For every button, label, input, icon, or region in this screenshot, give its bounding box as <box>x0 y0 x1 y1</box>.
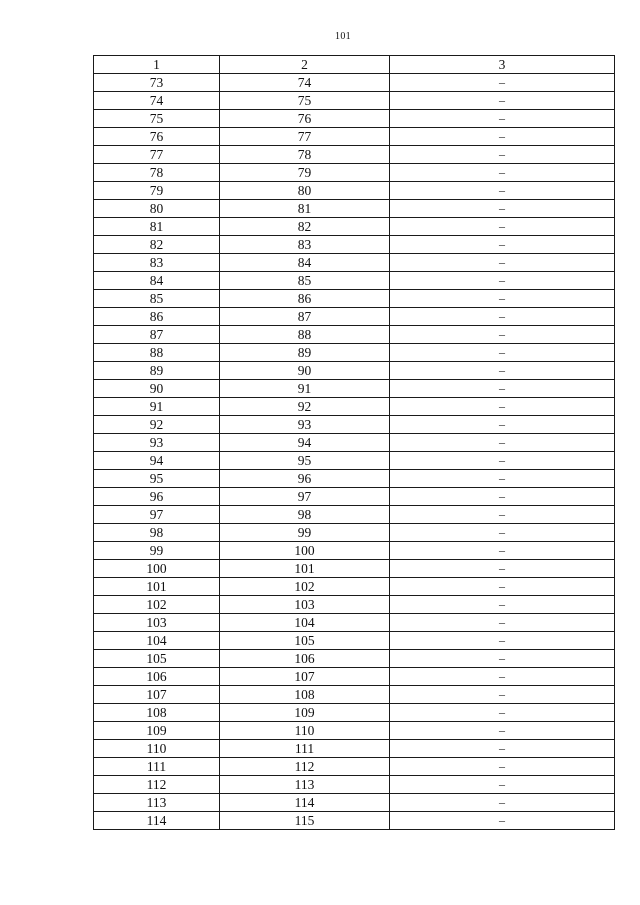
table-cell-col-3: – <box>390 470 615 488</box>
table-cell-col-1: 84 <box>94 272 220 290</box>
table-cell-col-2: 87 <box>220 308 390 326</box>
table-cell-col-1: 107 <box>94 686 220 704</box>
table-cell-col-2: 84 <box>220 254 390 272</box>
table-row <box>94 812 615 830</box>
table-row <box>94 758 615 776</box>
table-row <box>94 524 615 542</box>
table-cell-col-2: 114 <box>220 794 390 812</box>
table-cell-col-1: 101 <box>94 578 220 596</box>
table-cell-col-1: 110 <box>94 740 220 758</box>
table-cell-col-1: 104 <box>94 632 220 650</box>
table-cell-col-3: – <box>390 362 615 380</box>
table-cell-col-2: 85 <box>220 272 390 290</box>
table-cell-col-3: – <box>390 524 615 542</box>
table-cell-col-2: 95 <box>220 452 390 470</box>
table-cell-col-3: – <box>390 758 615 776</box>
table-cell-col-1: 93 <box>94 434 220 452</box>
table-cell-col-3: – <box>390 812 615 830</box>
table-cell-col-1: 114 <box>94 812 220 830</box>
table-cell-col-1: 111 <box>94 758 220 776</box>
table-cell-col-1: 92 <box>94 416 220 434</box>
table-cell-col-3: – <box>390 380 615 398</box>
table-cell-col-3: – <box>390 290 615 308</box>
table-cell-col-3: – <box>390 740 615 758</box>
table-cell-col-3: – <box>390 434 615 452</box>
table-cell-col-1: 75 <box>94 110 220 128</box>
table-cell-col-3: – <box>390 200 615 218</box>
table-cell-col-1: 79 <box>94 182 220 200</box>
table-row <box>94 380 615 398</box>
table-row <box>94 650 615 668</box>
table-cell-col-2: 80 <box>220 182 390 200</box>
table-row <box>94 470 615 488</box>
table-cell-col-2: 94 <box>220 434 390 452</box>
column-header-2: 2 <box>220 56 390 74</box>
table-row <box>94 218 615 236</box>
table-row <box>94 596 615 614</box>
table-cell-col-2: 110 <box>220 722 390 740</box>
table-cell-col-3: – <box>390 416 615 434</box>
column-header-3: 3 <box>390 56 615 74</box>
table-row <box>94 740 615 758</box>
table-cell-col-2: 99 <box>220 524 390 542</box>
table-cell-col-3: – <box>390 452 615 470</box>
table-cell-col-1: 100 <box>94 560 220 578</box>
table-cell-col-2: 74 <box>220 74 390 92</box>
table-cell-col-3: – <box>390 164 615 182</box>
table-row <box>94 704 615 722</box>
table-row <box>94 128 615 146</box>
table-cell-col-2: 97 <box>220 488 390 506</box>
table-cell-col-2: 78 <box>220 146 390 164</box>
table-cell-col-1: 95 <box>94 470 220 488</box>
table-cell-col-3: – <box>390 650 615 668</box>
table-cell-col-3: – <box>390 254 615 272</box>
table-cell-col-1: 98 <box>94 524 220 542</box>
table-row <box>94 542 615 560</box>
table-cell-col-2: 91 <box>220 380 390 398</box>
table-cell-col-2: 108 <box>220 686 390 704</box>
table-cell-col-3: – <box>390 668 615 686</box>
table-cell-col-1: 88 <box>94 344 220 362</box>
table-cell-col-1: 86 <box>94 308 220 326</box>
table-cell-col-2: 113 <box>220 776 390 794</box>
table-cell-col-3: – <box>390 110 615 128</box>
table-row <box>94 236 615 254</box>
table-cell-col-3: – <box>390 704 615 722</box>
table-cell-col-1: 96 <box>94 488 220 506</box>
table-cell-col-1: 77 <box>94 146 220 164</box>
table-cell-col-1: 78 <box>94 164 220 182</box>
table-row <box>94 776 615 794</box>
table-cell-col-1: 87 <box>94 326 220 344</box>
table-cell-col-1: 103 <box>94 614 220 632</box>
table-cell-col-1: 74 <box>94 92 220 110</box>
table-cell-col-3: – <box>390 92 615 110</box>
table-cell-col-1: 91 <box>94 398 220 416</box>
table-cell-col-1: 94 <box>94 452 220 470</box>
table-cell-col-3: – <box>390 596 615 614</box>
table-cell-col-2: 90 <box>220 362 390 380</box>
table-cell-col-3: – <box>390 578 615 596</box>
table-row <box>94 146 615 164</box>
table-cell-col-3: – <box>390 182 615 200</box>
table-row <box>94 308 615 326</box>
table-cell-col-1: 106 <box>94 668 220 686</box>
table-cell-col-2: 100 <box>220 542 390 560</box>
table-cell-col-2: 102 <box>220 578 390 596</box>
table-cell-col-2: 75 <box>220 92 390 110</box>
table-row <box>94 200 615 218</box>
table-cell-col-2: 101 <box>220 560 390 578</box>
table-cell-col-1: 112 <box>94 776 220 794</box>
table-cell-col-2: 79 <box>220 164 390 182</box>
table-row <box>94 326 615 344</box>
table-row <box>94 290 615 308</box>
table-cell-col-1: 85 <box>94 290 220 308</box>
table-row <box>94 632 615 650</box>
table-cell-col-2: 92 <box>220 398 390 416</box>
table-cell-col-3: – <box>390 794 615 812</box>
table-cell-col-3: – <box>390 560 615 578</box>
table-cell-col-1: 99 <box>94 542 220 560</box>
table-row <box>94 434 615 452</box>
table-cell-col-2: 82 <box>220 218 390 236</box>
table-row <box>94 92 615 110</box>
table-cell-col-3: – <box>390 236 615 254</box>
table-header <box>94 56 615 74</box>
table-cell-col-3: – <box>390 506 615 524</box>
table-cell-col-1: 102 <box>94 596 220 614</box>
table-cell-col-3: – <box>390 488 615 506</box>
table-cell-col-1: 105 <box>94 650 220 668</box>
table-row <box>94 182 615 200</box>
table-cell-col-1: 97 <box>94 506 220 524</box>
table-cell-col-1: 108 <box>94 704 220 722</box>
table-body <box>94 74 615 830</box>
table-cell-col-3: – <box>390 146 615 164</box>
header-row <box>94 56 615 74</box>
table-cell-col-1: 113 <box>94 794 220 812</box>
table-row <box>94 74 615 92</box>
table-row <box>94 164 615 182</box>
table-cell-col-1: 90 <box>94 380 220 398</box>
table-row <box>94 416 615 434</box>
table-cell-col-3: – <box>390 128 615 146</box>
table-cell-col-2: 111 <box>220 740 390 758</box>
table-cell-col-2: 83 <box>220 236 390 254</box>
table-cell-col-2: 77 <box>220 128 390 146</box>
table-cell-col-2: 86 <box>220 290 390 308</box>
table-cell-col-3: – <box>390 218 615 236</box>
page-number: 101 <box>335 31 351 42</box>
table-cell-col-1: 109 <box>94 722 220 740</box>
table-row <box>94 488 615 506</box>
table-cell-col-1: 76 <box>94 128 220 146</box>
table-row <box>94 398 615 416</box>
table-cell-col-2: 105 <box>220 632 390 650</box>
table-cell-col-2: 109 <box>220 704 390 722</box>
table-row <box>94 794 615 812</box>
table-cell-col-3: – <box>390 398 615 416</box>
table-cell-col-3: – <box>390 74 615 92</box>
table-cell-col-3: – <box>390 308 615 326</box>
table-cell-col-2: 103 <box>220 596 390 614</box>
table-cell-col-2: 104 <box>220 614 390 632</box>
table-cell-col-3: – <box>390 686 615 704</box>
table-cell-col-2: 93 <box>220 416 390 434</box>
table-row <box>94 110 615 128</box>
table-cell-col-3: – <box>390 326 615 344</box>
table-cell-col-3: – <box>390 542 615 560</box>
table-cell-col-1: 81 <box>94 218 220 236</box>
table-cell-col-3: – <box>390 632 615 650</box>
table-cell-col-1: 73 <box>94 74 220 92</box>
table-cell-col-3: – <box>390 272 615 290</box>
table-cell-col-2: 96 <box>220 470 390 488</box>
table-row <box>94 452 615 470</box>
table-cell-col-2: 81 <box>220 200 390 218</box>
table-row <box>94 578 615 596</box>
table-cell-col-3: – <box>390 344 615 362</box>
table-cell-col-2: 107 <box>220 668 390 686</box>
table-row <box>94 686 615 704</box>
table-cell-col-1: 80 <box>94 200 220 218</box>
table-cell-col-3: – <box>390 614 615 632</box>
table-row <box>94 614 615 632</box>
table-cell-col-2: 76 <box>220 110 390 128</box>
table-cell-col-2: 106 <box>220 650 390 668</box>
table-row <box>94 722 615 740</box>
table-row <box>94 344 615 362</box>
table-row <box>94 272 615 290</box>
table-row <box>94 668 615 686</box>
table-cell-col-3: – <box>390 722 615 740</box>
table-cell-col-3: – <box>390 776 615 794</box>
table-cell-col-1: 82 <box>94 236 220 254</box>
table-row <box>94 506 615 524</box>
table-row <box>94 254 615 272</box>
table-cell-col-2: 88 <box>220 326 390 344</box>
table-cell-col-2: 112 <box>220 758 390 776</box>
table-cell-col-1: 83 <box>94 254 220 272</box>
column-header-1: 1 <box>94 56 220 74</box>
table-cell-col-2: 98 <box>220 506 390 524</box>
table-row <box>94 560 615 578</box>
table-cell-col-2: 89 <box>220 344 390 362</box>
table-cell-col-2: 115 <box>220 812 390 830</box>
table-row <box>94 362 615 380</box>
table-cell-col-1: 89 <box>94 362 220 380</box>
data-table <box>93 55 615 830</box>
